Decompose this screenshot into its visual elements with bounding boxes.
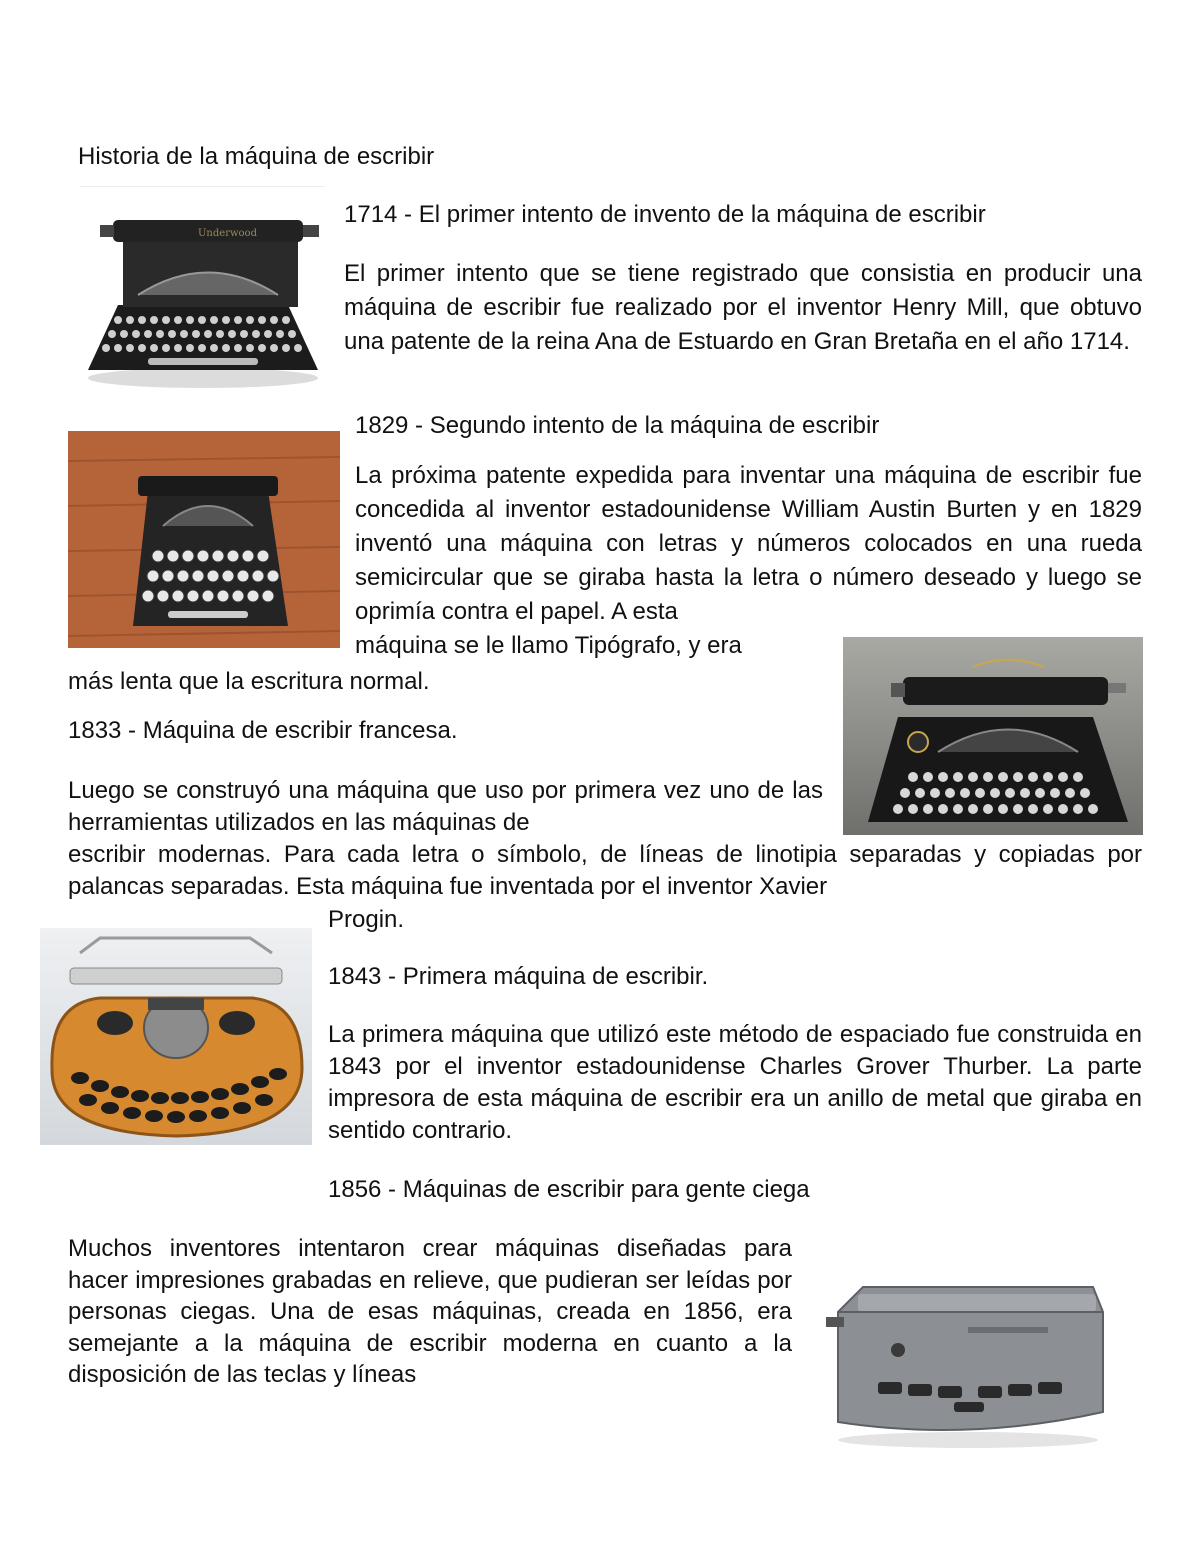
paragraph-1829-end: más lenta que la escritura normal.	[68, 668, 430, 695]
paragraph-1833-continued: escribir modernas. Para cada letra o símbolo, de líneas de linotipia separadas y copiadas por palancas separadas. Esta máquina fue inventada por el inventor Xavier	[68, 841, 1142, 900]
typewriter-black-vintage-photo	[843, 637, 1143, 835]
svg-text:Underwood: Underwood	[198, 228, 257, 239]
divider	[80, 186, 325, 187]
typewriter-on-wood-photo	[68, 431, 340, 648]
heading-1829: 1829 - Segundo intento de la máquina de escribir	[355, 412, 880, 439]
paragraph-1856: Muchos inventores intentaron crear máquinas diseñadas para hacer impresiones grabadas en relieve, que pudieran ser leídas por personas ciegas. Una de esas máquinas, creada en 1856, era semejante a la máquina de escribir moderna en cuanto a la disposición de las teclas y líneas	[68, 1235, 792, 1388]
page-title: Historia de la máquina de escribir	[78, 143, 435, 170]
paragraph-1829: La próxima patente expedida para inventar una máquina de escribir fue concedida al inventor estadounidense William Austin Burten y en 1829 inventó una máquina con letras y números colocados en una rueda semicircular que se giraba hasta la letra o número deseado y luego se oprimía contra el papel. A esta	[355, 462, 1142, 625]
heading-1856: 1856 - Máquinas de escribir para gente ciega	[328, 1176, 810, 1203]
paragraph-1829-continued: máquina se le llamo Tipógrafo, y era	[355, 632, 742, 659]
typewriter-hammond-photo	[40, 928, 312, 1145]
heading-1833: 1833 - Máquina de escribir francesa.	[68, 717, 458, 744]
paragraph-1833-end: Progin.	[328, 906, 405, 933]
paragraph-1833: Luego se construyó una máquina que uso por primera vez uno de las herramientas utilizados en las máquinas de	[68, 777, 823, 836]
heading-1714: 1714 - El primer intento de invento de la máquina de escribir	[344, 201, 986, 228]
typewriter-underwood-photo	[78, 200, 328, 395]
heading-1843: 1843 - Primera máquina de escribir.	[328, 963, 709, 990]
braille-writer-photo	[818, 1272, 1116, 1450]
paragraph-1714: El primer intento que se tiene registrado que consistia en producir una máquina de escribir fue realizado por el inventor Henry Mill, que obtuvo una patente de la reina Ana de Estuardo en Gran Bretaña en el año 1714.	[344, 260, 1142, 355]
paragraph-1843: La primera máquina que utilizó este método de espaciado fue construida en 1843 por el inventor estadounidense Charles Grover Thurber. La parte impresora de esta máquina de escribir era un anillo de metal que giraba en sentido contrario.	[328, 1021, 1142, 1144]
